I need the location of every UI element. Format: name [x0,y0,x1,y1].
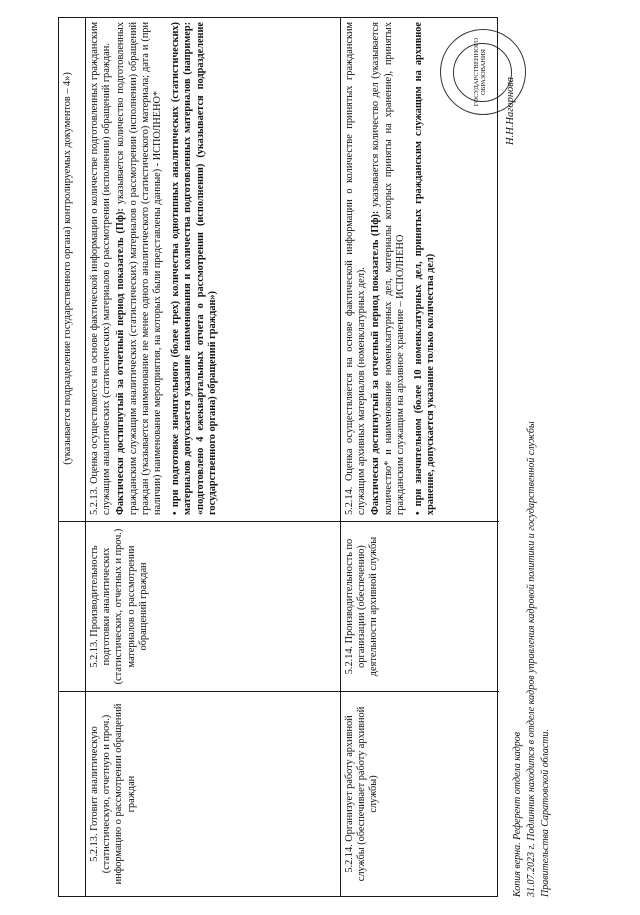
evaluation-table [58,17,498,897]
stamp-text: ГОСУДАРСТВЕННОГО ОБРАЗОВАНИЯ [473,37,487,107]
method-paragraph [115,22,164,515]
table-cell-continuation: (указывается подразделение государственного органа) контролируемых документов – 4») [62,72,73,465]
table-row [59,18,85,896]
certification-line-1 [512,197,524,897]
certification-line-3: Правительства Саратовской области. [540,728,551,897]
certification-text: Копия верна. Референт отдела кадров [512,731,523,897]
method-paragraph: 5.2.14. Оценка осуществляется на основе фактической информации о количестве принятых гражданским служащим архивных материалов (номенклатурных дел). [344,22,368,515]
indicator-label: Фактически достигнутый за отчетный период показатель (Пф): [115,208,127,515]
table-cell-empty [59,691,85,896]
method-note: • при подготовке значительного (более трех) количества однотипных аналитических (статистических) материалов допускается указание наименования и количества подготовленных материалов (например: «подготовлено 4 ежеквартальных отчета о рассмотрении (исполнении) (указывается подразделение государственного органа) обращений граждан») [170,22,218,515]
table-cell-function: 5.2.14. Организует работу архивной службы (обеспечивает работу архивной службы) [341,691,499,896]
table-row [85,18,340,896]
indicator-text: указывается количество подготовленных гражданским служащим аналитических (статистических) материалов о рассмотрении (исполнении) обращений граждан (указывается наименование не менее одного аналитического (статистического) материала; дата и (при наличии) наименование мероприятия, на которых были представлены данные) - ИСПОЛНЕНО* [115,22,164,515]
method-paragraph: 5.2.13. Оценка осуществляется на основе фактической информации о количестве подготовленных гражданским служащим аналитических (статистических) материалов о рассмотрении (исполнении) обращений граждан. [89,22,113,515]
indicator-text: указывается количество дел (указывается количество* и наименование номенклатурных дел, материалы которых приняты на хранение), принятых гражданским служащим на архивное хранение – ИСПОЛНЕНО [370,22,406,515]
table-cell-empty [59,521,85,691]
table-cell-indicator: 5.2.14. Производительность по организации (обеспечению) деятельности архивной службы [341,521,499,691]
table-cell-indicator: 5.2.13. Производительность подготовки аналитических (статистических, отчетных и проч.) материалов о рассмотрении обращений граждан [86,521,340,691]
table-cell-method [86,16,340,521]
table-cell-function: 5.2.13. Готовит аналитическую (статистическую, отчетную и проч.) информацию о рассмотрении обращений граждан [86,691,340,896]
method-note: • при значительном (более 10 номенклатурных дел, принятых гражданским служащим на архивное хранение, допускается указание только количества дел) [413,22,437,515]
signature: Н.Н.Нагорнова [505,76,516,145]
certification-line-2: 31.07.2023 г. Подлинник находится в отделе кадров управления кадровой политики и государственной службы [526,421,537,897]
table-row [340,18,499,896]
table-cell-method [341,16,499,521]
method-paragraph [370,22,407,515]
indicator-label: Фактически достигнутый за отчетный период показатель (Пф): [370,210,382,515]
